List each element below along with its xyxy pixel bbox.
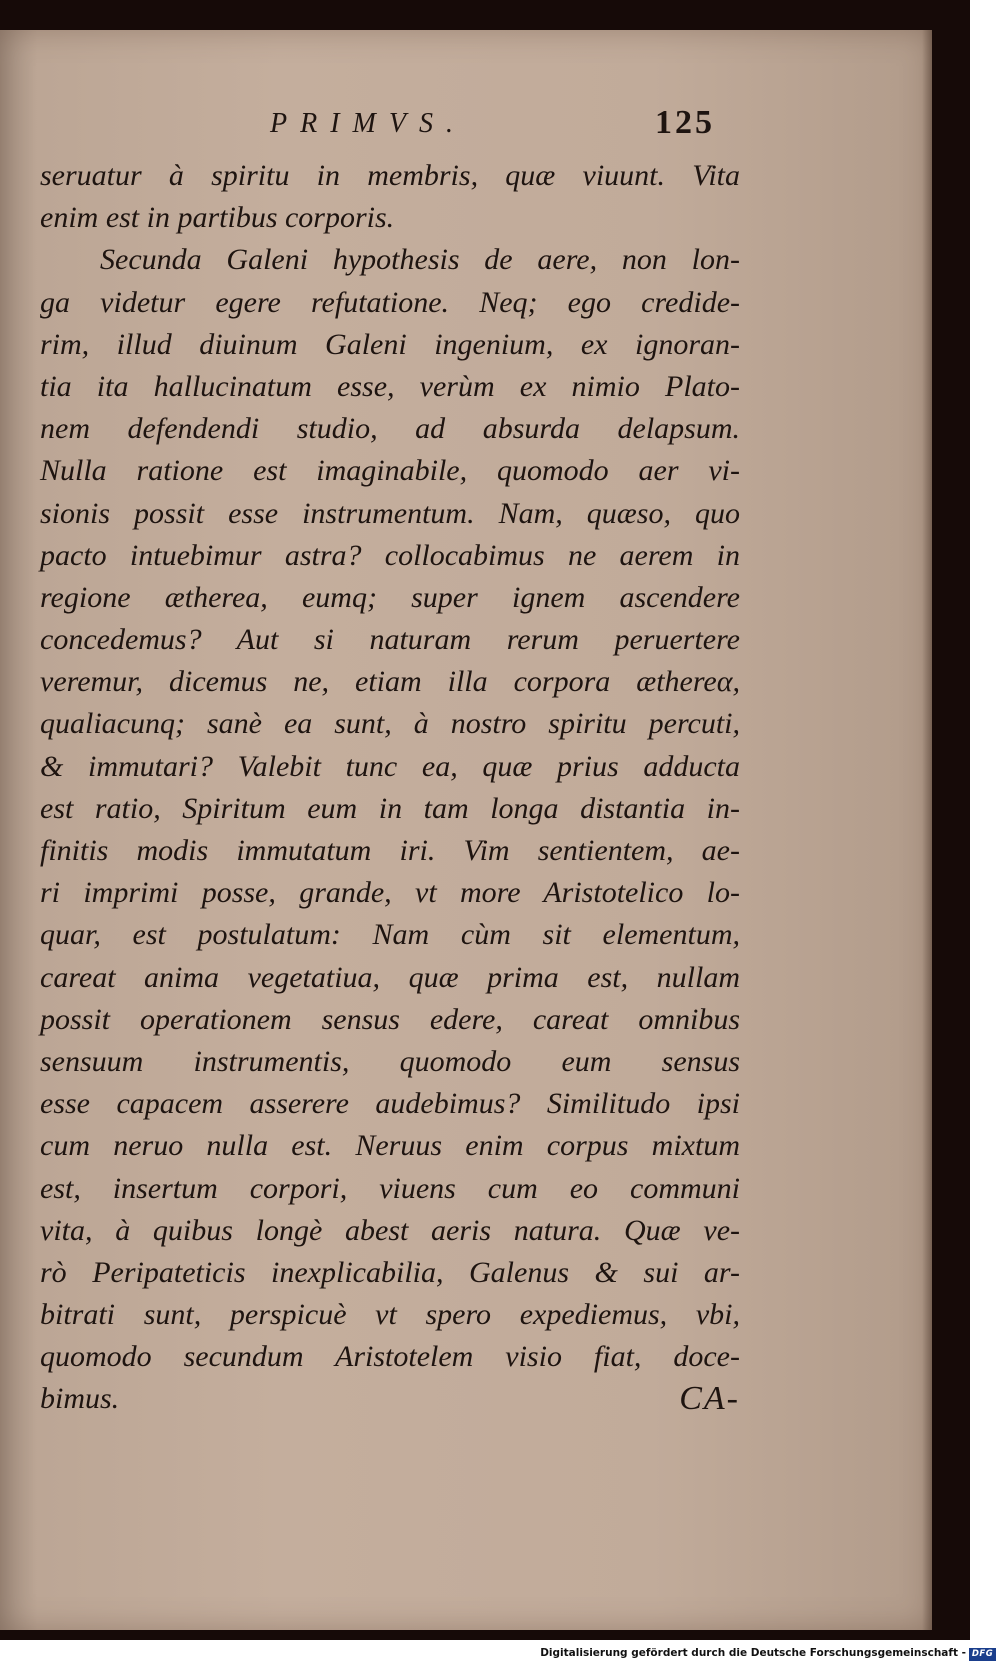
text-line: concedemus? Aut si naturam rerum peruertere <box>40 623 740 657</box>
body-text <box>40 155 740 1421</box>
text-line: est, insertum corpori, viuens cum eo communi <box>40 1171 740 1205</box>
text-line: bitrati sunt, perspicuè vt spero expediemus, vbi, <box>40 1298 740 1332</box>
digitization-footer <box>0 1646 1000 1665</box>
text-line: rim, illud diuinum Galeni ingenium, ex ignoran- <box>40 327 740 361</box>
text-line: rò Peripateticis inexplicabilia, Galenus & sui ar- <box>40 1255 740 1289</box>
page-number: 125 <box>655 104 715 141</box>
text-line: Nulla ratione est imaginabile, quomodo aer vi- <box>40 454 740 488</box>
text-line: tia ita hallucinatum esse, verùm ex nimio Plato- <box>40 369 740 403</box>
text-line: Secunda Galeni hypothesis de aere, non lon- <box>100 243 740 277</box>
text-line: quar, est postulatum: Nam cùm sit elementum, <box>40 918 740 952</box>
text-line: & immutari? Valebit tunc ea, quæ prius adducta <box>40 749 740 783</box>
text-line: enim est in partibus corporis. <box>40 201 395 235</box>
text-line: veremur, dicemus ne, etiam illa corpora æthereα, <box>40 665 740 699</box>
text-line: sensuum instrumentis, quomodo eum sensus <box>40 1044 740 1078</box>
final-line-row <box>40 1378 740 1420</box>
text-line: quomodo secundum Aristotelem visio fiat, doce- <box>40 1340 740 1374</box>
dfg-logo: DFG <box>969 1648 996 1661</box>
text-line: seruatur à spiritu in membris, quæ viuunt. Vita <box>40 159 740 192</box>
text-line: vita, à quibus longè abest aeris natura. Quæ ve- <box>40 1213 740 1247</box>
text-line: qualiacunq; sanè ea sunt, à nostro spiritu percuti, <box>40 707 740 741</box>
text-line: est ratio, Spiritum eum in tam longa distantia in- <box>40 791 740 825</box>
text-line: careat anima vegetatiua, quæ prima est, nullam <box>40 960 740 994</box>
text-line: sionis possit esse instrumentum. Nam, quæso, quo <box>40 496 740 530</box>
text-line: ga videtur egere refutatione. Neq; ego credide- <box>40 285 740 319</box>
book-page <box>0 30 932 1630</box>
text-line: nem defendendi studio, ad absurda delapsum. <box>40 412 740 446</box>
text-line: possit operationem sensus edere, careat omnibus <box>40 1002 740 1036</box>
text-line: pacto intuebimur astra? collocabimus ne aerem in <box>40 538 740 572</box>
footer-credit: Digitalisierung gefördert durch die Deutsche Forschungsgemeinschaft - <box>540 1647 966 1659</box>
text-line: ri imprimi posse, grande, vt more Aristotelico lo- <box>40 876 740 910</box>
page-header <box>0 104 932 148</box>
text-line: bimus. <box>40 1382 120 1416</box>
text-line: esse capacem asserere audebimus? Similitudo ipsi <box>40 1087 740 1121</box>
text-line: regione ætherea, eumq; super ignem ascendere <box>40 580 740 614</box>
running-head: PRIMVS. <box>270 108 466 139</box>
text-line: cum neruo nulla est. Neruus enim corpus mixtum <box>40 1129 740 1163</box>
catchword: CA- <box>679 1380 740 1418</box>
text-line: finitis modis immutatum iri. Vim sentientem, ae- <box>40 834 740 867</box>
